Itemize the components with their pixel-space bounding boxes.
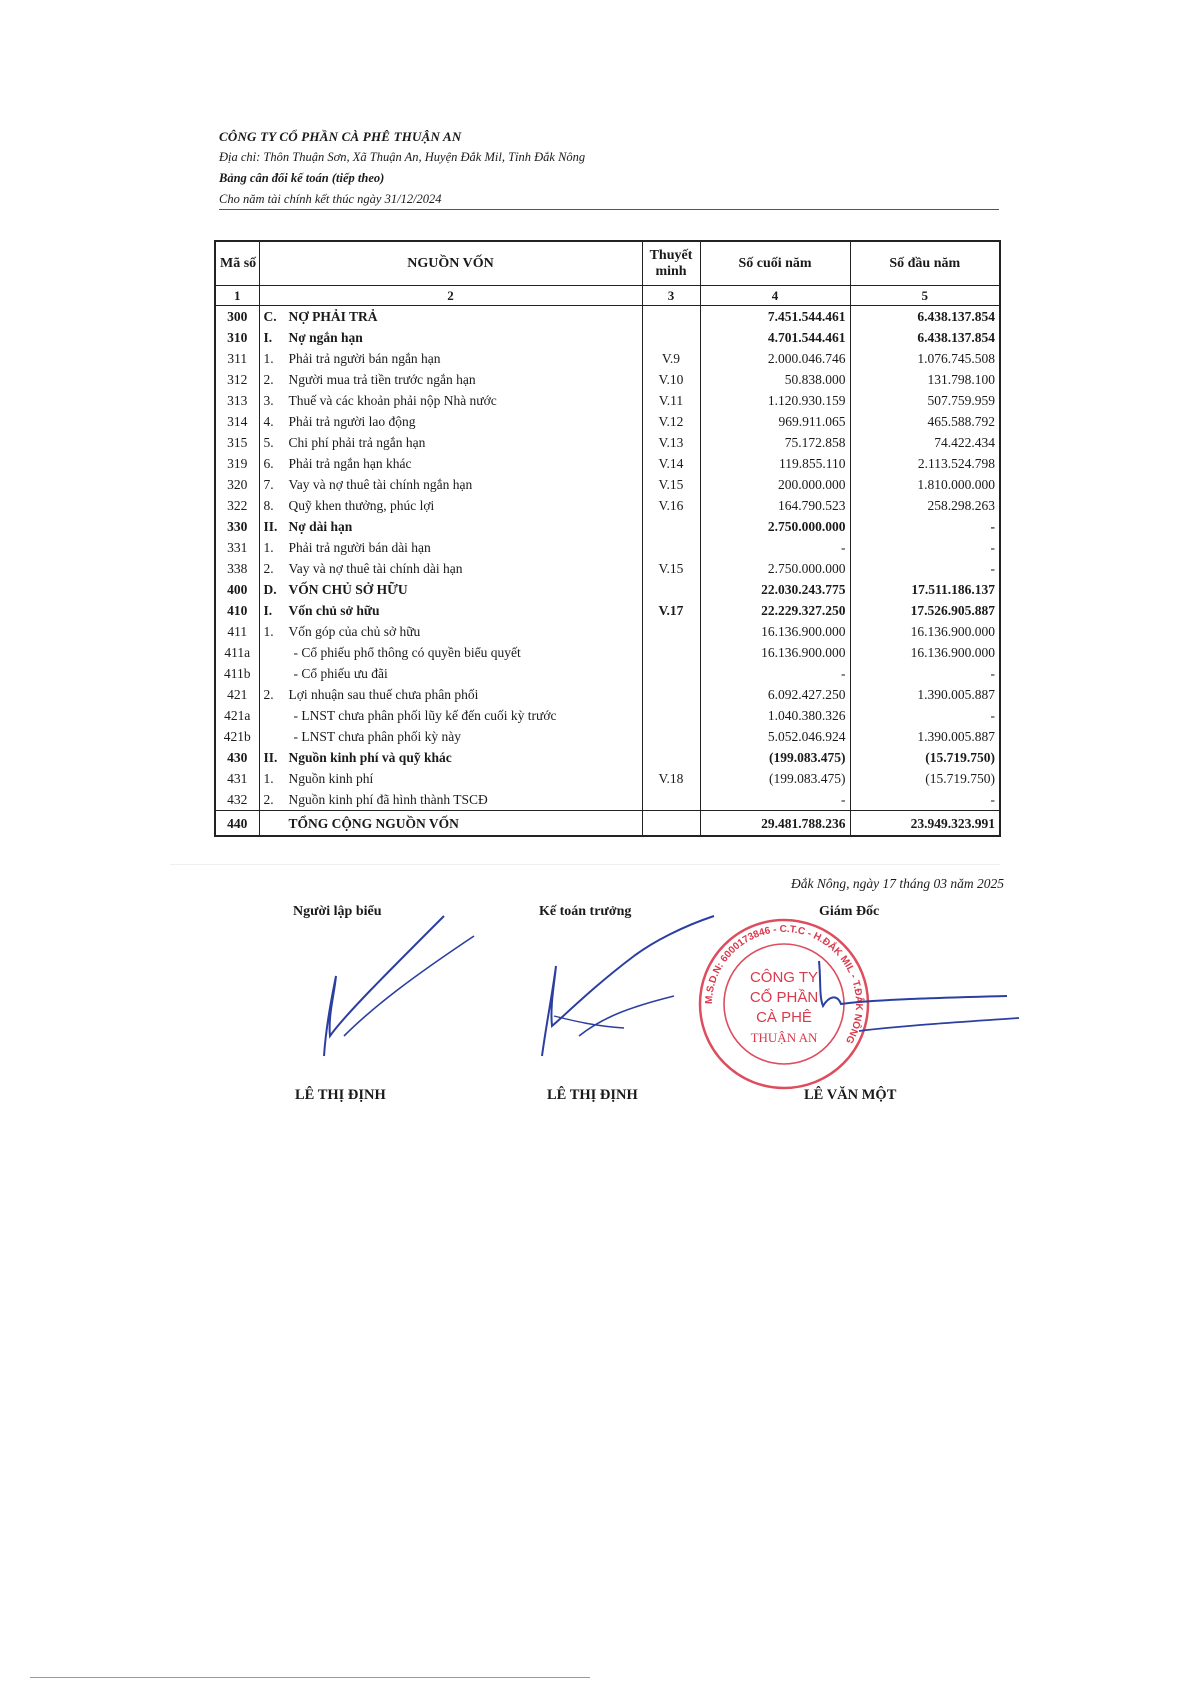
row-begin-value: - (850, 789, 1000, 811)
header-source: NGUỒN VỐN (259, 241, 642, 286)
row-note: V.17 (642, 600, 700, 621)
col-number: 3 (642, 286, 700, 306)
row-label (259, 621, 642, 642)
row-index: 2. (263, 372, 274, 387)
row-label (259, 768, 642, 789)
row-code: 311 (215, 348, 259, 369)
document-header (219, 127, 999, 210)
row-begin-value: 507.759.959 (850, 390, 1000, 411)
row-begin-value: 1.810.000.000 (850, 474, 1000, 495)
row-code: 421 (215, 684, 259, 705)
row-label (259, 453, 642, 474)
row-index: 2. (263, 561, 274, 576)
row-label-text: VỐN CHỦ SỞ HỮU (288, 582, 408, 597)
row-label-text: Nguồn kinh phí đã hình thành TSCĐ (288, 792, 488, 807)
table-row (215, 537, 1000, 558)
separator (170, 864, 1000, 865)
table-row (215, 411, 1000, 432)
row-code: 338 (215, 558, 259, 579)
row-label (259, 789, 642, 811)
row-note (642, 705, 700, 726)
row-end-value: 200.000.000 (700, 474, 850, 495)
row-label (259, 495, 642, 516)
row-code: 411b (215, 663, 259, 684)
row-end-value: (199.083.475) (700, 747, 850, 768)
row-end-value: 4.701.544.461 (700, 327, 850, 348)
row-label-text: Vay và nợ thuê tài chính ngắn hạn (288, 477, 473, 492)
row-begin-value: 74.422.434 (850, 432, 1000, 453)
row-label-text: Chi phí phải trả ngắn hạn (288, 435, 426, 450)
row-code: 313 (215, 390, 259, 411)
row-index: I. (263, 330, 273, 345)
row-note: V.14 (642, 453, 700, 474)
row-label (259, 516, 642, 537)
row-label (259, 600, 642, 621)
col-number: 4 (700, 286, 850, 306)
row-index: I. (263, 603, 273, 618)
table-row (215, 621, 1000, 642)
row-note (642, 789, 700, 811)
row-code: 430 (215, 747, 259, 768)
table-row (215, 453, 1000, 474)
row-note: V.15 (642, 474, 700, 495)
row-index: 4. (263, 414, 274, 429)
row-end-value: 969.911.065 (700, 411, 850, 432)
report-period: Cho năm tài chính kết thúc ngày 31/12/2024 (219, 189, 999, 210)
row-begin-value: - (850, 558, 1000, 579)
company-name: CÔNG TY CỔ PHẦN CÀ PHÊ THUẬN AN (219, 129, 462, 144)
row-index: 1. (263, 624, 274, 639)
row-note (642, 537, 700, 558)
table-row (215, 663, 1000, 684)
row-label-text: - LNST chưa phân phối lũy kế đến cuối kỳ trước (293, 708, 557, 723)
row-begin-value: 258.298.263 (850, 495, 1000, 516)
row-label (259, 327, 642, 348)
row-end-value: 16.136.900.000 (700, 642, 850, 663)
row-code: 400 (215, 579, 259, 600)
row-label-text: - Cổ phiếu phổ thông có quyền biểu quyết (293, 645, 521, 660)
header-note: Thuyết minh (642, 241, 700, 286)
row-end-value: 16.136.900.000 (700, 621, 850, 642)
row-code: 315 (215, 432, 259, 453)
row-end-value: 1.120.930.159 (700, 390, 850, 411)
row-label-text: Vay và nợ thuê tài chính dài hạn (288, 561, 463, 576)
row-note (642, 684, 700, 705)
row-index: 8. (263, 498, 274, 513)
row-begin-value: 17.526.905.887 (850, 600, 1000, 621)
row-end-value: 2.750.000.000 (700, 516, 850, 537)
row-label (259, 432, 642, 453)
row-note (642, 747, 700, 768)
table-row (215, 348, 1000, 369)
row-label-text: - Cổ phiếu ưu đãi (293, 666, 388, 681)
row-code: 319 (215, 453, 259, 474)
row-index: 2. (263, 687, 274, 702)
row-code: 410 (215, 600, 259, 621)
row-code: 431 (215, 768, 259, 789)
row-label (259, 411, 642, 432)
row-index: 7. (263, 477, 274, 492)
table-row (215, 579, 1000, 600)
total-begin: 23.949.323.991 (850, 811, 1000, 837)
row-end-value: 22.030.243.775 (700, 579, 850, 600)
table-row (215, 726, 1000, 747)
row-label (259, 726, 642, 747)
row-label-text: Quỹ khen thưởng, phúc lợi (288, 498, 435, 513)
table-row (215, 369, 1000, 390)
row-code: 310 (215, 327, 259, 348)
stamp-line: CỔ PHẦN (749, 989, 819, 1006)
accountant-role: Kế toán trưởng (539, 904, 632, 919)
row-note: V.15 (642, 558, 700, 579)
table-row (215, 474, 1000, 495)
row-code: 411 (215, 621, 259, 642)
accountant-name: LÊ THỊ ĐỊNH (547, 1087, 638, 1103)
report-title: Bảng cân đối kế toán (tiếp theo) (219, 171, 385, 185)
row-end-value: - (700, 789, 850, 811)
table-row (215, 705, 1000, 726)
row-end-value: 50.838.000 (700, 369, 850, 390)
table-row (215, 768, 1000, 789)
row-begin-value: (15.719.750) (850, 747, 1000, 768)
company-address: Địa chỉ: Thôn Thuận Sơn, Xã Thuận An, Huyện Đắk Mil, Tỉnh Đắk Nông (219, 150, 586, 164)
row-end-value: (199.083.475) (700, 768, 850, 789)
row-note: V.11 (642, 390, 700, 411)
row-code: 331 (215, 537, 259, 558)
row-end-value: 6.092.427.250 (700, 684, 850, 705)
row-code: 320 (215, 474, 259, 495)
director-role: Giám Đốc (819, 904, 880, 919)
row-label (259, 705, 642, 726)
row-label-text: Nợ dài hạn (288, 519, 353, 534)
row-note (642, 579, 700, 600)
footer-rule (30, 1677, 590, 1678)
date-line: Đắk Nông, ngày 17 tháng 03 năm 2025 (791, 876, 1004, 891)
table-row (215, 495, 1000, 516)
row-index: 2. (263, 792, 274, 807)
row-end-value: 2.000.046.746 (700, 348, 850, 369)
row-code: 330 (215, 516, 259, 537)
row-begin-value: 17.511.186.137 (850, 579, 1000, 600)
row-label (259, 306, 642, 328)
director-name: LÊ VĂN MỘT (804, 1087, 897, 1103)
column-number-row (215, 286, 1000, 306)
table-row (215, 642, 1000, 663)
total-code: 440 (215, 811, 259, 837)
row-label-text: Phải trả người bán dài hạn (288, 540, 431, 555)
row-code: 411a (215, 642, 259, 663)
row-index: II. (263, 519, 278, 534)
row-label-text: Vốn góp của chủ sở hữu (288, 624, 421, 639)
row-index: 1. (263, 771, 274, 786)
row-note (642, 621, 700, 642)
row-begin-value: 465.588.792 (850, 411, 1000, 432)
stamp-line: CÔNG TY (749, 969, 819, 986)
signature-area (214, 876, 1004, 1116)
header-beginning-of-year: Số đầu năm (850, 241, 1000, 286)
table-row (215, 306, 1000, 328)
row-code: 421b (215, 726, 259, 747)
row-label-text: Người mua trả tiền trước ngắn hạn (288, 372, 476, 387)
row-index: 5. (263, 435, 274, 450)
row-code: 432 (215, 789, 259, 811)
row-begin-value: 131.798.100 (850, 369, 1000, 390)
row-label (259, 747, 642, 768)
row-index: 3. (263, 393, 274, 408)
row-note (642, 306, 700, 328)
row-label-text: - LNST chưa phân phối kỳ này (293, 729, 462, 744)
row-end-value: 22.229.327.250 (700, 600, 850, 621)
row-index: 1. (263, 351, 274, 366)
row-code: 322 (215, 495, 259, 516)
row-code: 314 (215, 411, 259, 432)
row-label (259, 642, 642, 663)
row-label-text: Vốn chủ sở hữu (288, 603, 380, 618)
row-begin-value: - (850, 537, 1000, 558)
row-note: V.13 (642, 432, 700, 453)
row-label (259, 369, 642, 390)
row-code: 421a (215, 705, 259, 726)
table-row (215, 789, 1000, 811)
row-begin-value: - (850, 705, 1000, 726)
row-end-value: 1.040.380.326 (700, 705, 850, 726)
row-note (642, 726, 700, 747)
row-index: C. (263, 309, 277, 324)
header-code: Mã số (215, 241, 259, 286)
header-end-of-year: Số cuối năm (700, 241, 850, 286)
row-begin-value: (15.719.750) (850, 768, 1000, 789)
row-begin-value: 1.390.005.887 (850, 726, 1000, 747)
stamp-ring-text: M.S.D.N: 6000173846 - C.T.C - H.ĐẮK MIL - T.ĐẮK NÔNG (703, 923, 865, 1046)
preparer-role: Người lập biểu (293, 904, 382, 919)
col-number: 2 (259, 286, 642, 306)
row-begin-value: 6.438.137.854 (850, 327, 1000, 348)
row-note (642, 327, 700, 348)
table-row (215, 684, 1000, 705)
row-label-text: Phải trả người bán ngắn hạn (288, 351, 441, 366)
row-label (259, 390, 642, 411)
preparer-signature (304, 916, 484, 1066)
row-note (642, 663, 700, 684)
row-code: 312 (215, 369, 259, 390)
stamp-line: CÀ PHÊ (756, 1009, 812, 1026)
row-note: V.18 (642, 768, 700, 789)
row-label-text: NỢ PHẢI TRẢ (288, 309, 378, 324)
row-note (642, 516, 700, 537)
row-begin-value: 16.136.900.000 (850, 621, 1000, 642)
row-label (259, 348, 642, 369)
row-label (259, 579, 642, 600)
table-row (215, 747, 1000, 768)
preparer-name: LÊ THỊ ĐỊNH (295, 1087, 386, 1103)
row-begin-value: - (850, 663, 1000, 684)
row-label-text: Phải trả người lao động (288, 414, 416, 429)
row-end-value: 75.172.858 (700, 432, 850, 453)
row-label (259, 537, 642, 558)
stamp-line: THUẬN AN (750, 1030, 818, 1045)
row-label-text: Nguồn kinh phí và quỹ khác (288, 750, 452, 765)
table-row (215, 390, 1000, 411)
row-note: V.16 (642, 495, 700, 516)
row-end-value: 7.451.544.461 (700, 306, 850, 328)
row-index: D. (263, 582, 277, 597)
total-label: TỔNG CỘNG NGUỒN VỐN (259, 811, 642, 837)
col-number: 5 (850, 286, 1000, 306)
table-header-row (215, 241, 1000, 286)
table-row (215, 558, 1000, 579)
row-label-text: Lợi nhuận sau thuế chưa phân phối (288, 687, 479, 702)
row-label (259, 558, 642, 579)
row-begin-value: 16.136.900.000 (850, 642, 1000, 663)
row-begin-value: 6.438.137.854 (850, 306, 1000, 328)
row-end-value: 2.750.000.000 (700, 558, 850, 579)
row-end-value: 5.052.046.924 (700, 726, 850, 747)
row-note: V.9 (642, 348, 700, 369)
row-note (642, 642, 700, 663)
row-begin-value: - (850, 516, 1000, 537)
row-end-value: - (700, 537, 850, 558)
table-row (215, 327, 1000, 348)
total-row (215, 811, 1000, 837)
row-label (259, 684, 642, 705)
row-index: II. (263, 750, 278, 765)
row-note: V.12 (642, 411, 700, 432)
row-end-value: 119.855.110 (700, 453, 850, 474)
balance-sheet-table (214, 240, 1001, 837)
row-begin-value: 2.113.524.798 (850, 453, 1000, 474)
row-label-text: Thuế và các khoản phải nộp Nhà nước (288, 393, 497, 408)
row-index: 1. (263, 540, 274, 555)
row-label-text: Nợ ngắn hạn (288, 330, 363, 345)
table-row (215, 516, 1000, 537)
row-index: 6. (263, 456, 274, 471)
table-row (215, 432, 1000, 453)
director-signature (799, 956, 1019, 1046)
row-end-value: 164.790.523 (700, 495, 850, 516)
col-number: 1 (215, 286, 259, 306)
table-body (215, 306, 1000, 811)
row-label-text: Nguồn kinh phí (288, 771, 374, 786)
total-note (642, 811, 700, 837)
row-begin-value: 1.076.745.508 (850, 348, 1000, 369)
row-begin-value: 1.390.005.887 (850, 684, 1000, 705)
row-label (259, 474, 642, 495)
row-code: 300 (215, 306, 259, 328)
row-label (259, 663, 642, 684)
row-end-value: - (700, 663, 850, 684)
row-note: V.10 (642, 369, 700, 390)
total-end: 29.481.788.236 (700, 811, 850, 837)
table-row (215, 600, 1000, 621)
row-label-text: Phải trả ngắn hạn khác (288, 456, 412, 471)
